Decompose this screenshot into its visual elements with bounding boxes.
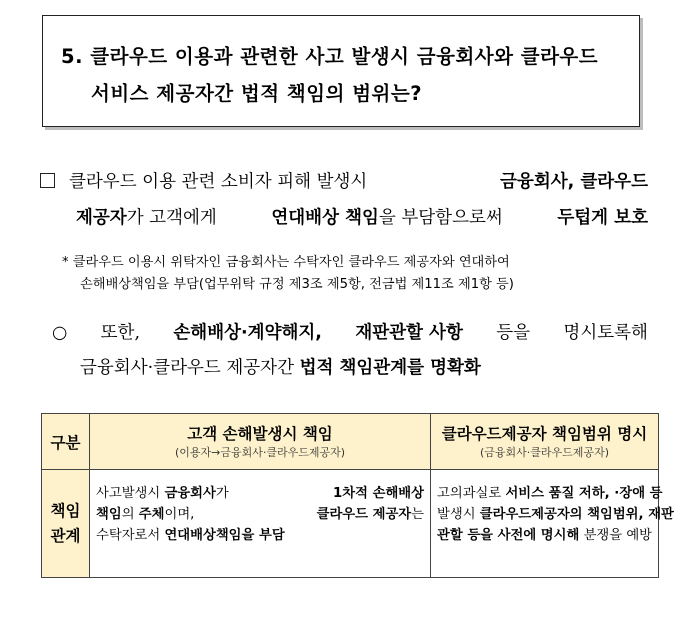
cell-provider-scope: 고의과실로 서비스 품질 저하, ·장애 등 발생시 클라우드제공자의 책임범위, 재판 관할 등을 사전에 명시해 분쟁을 예방 [431,470,659,578]
cell-customer-liability: 사고발생시 금융회사가 1차적 손해배상 책임의 주체이며, 클라우드 제공자는 수탁자로서 연대배상책임을 부담 [90,470,431,578]
footnote-line-1: * 클라우드 이용시 위탁자인 금융회사는 수탁자인 클라우드 제공자와 연대하여 [62,255,510,270]
bold-strong-protection: 두텁게 보호 [557,208,648,228]
line-1: 클라우드 이용 관련 소비자 피해 발생시 [40,164,367,200]
table-header-row [42,414,659,470]
column-header-provider: 클라우드제공자 책임범위 명시 (금융회사·클라우드제공자) [431,414,659,470]
paragraph-contract-terms: ○ 또한, 손해배상·계약해지, 재판관할 사항 등을 명시토록해 금융회사·클라우드 제공자간 법적 책임관계를 명확화 [52,316,648,386]
footnote [62,252,647,296]
line-2-start: 제공자가 고객에게 [76,208,217,228]
bold-financial-cloud: 금융회사, 클라우드 [500,172,648,192]
footnote-line-2: 손해배상책임을 부담(업무위탁 규정 제3조 제5항, 전금법 제11조 제1항 등) [80,277,514,292]
title-line-2: 서비스 제공자간 법적 책임의 범위는? [91,82,423,105]
column-header-customer: 고객 손해발생시 책임 (이용자→금융회사·클라우드제공자) [90,414,431,470]
bold-damages-termination: 손해배상·계약해지, [173,323,322,343]
row-header-liability: 책임 관계 [42,470,90,578]
bold-clarify-liability: 법적 책임관계를 명확화 [299,358,481,378]
checkbox-icon [40,173,55,188]
liability-table [41,413,674,578]
bullet-circle-icon: ○ [52,323,68,343]
table-row [42,470,659,578]
paragraph-consumer-protection [40,164,648,236]
bold-jurisdiction: 재판관할 사항 [355,323,463,343]
line-2-mid: 연대배상 책임을 부담함으로써 [271,208,503,228]
table-corner-header: 구분 [42,414,90,470]
title-box [42,15,640,127]
title-line-1: 5. 클라우드 이용과 관련한 사고 발생시 금융회사와 클라우드 [61,45,599,68]
